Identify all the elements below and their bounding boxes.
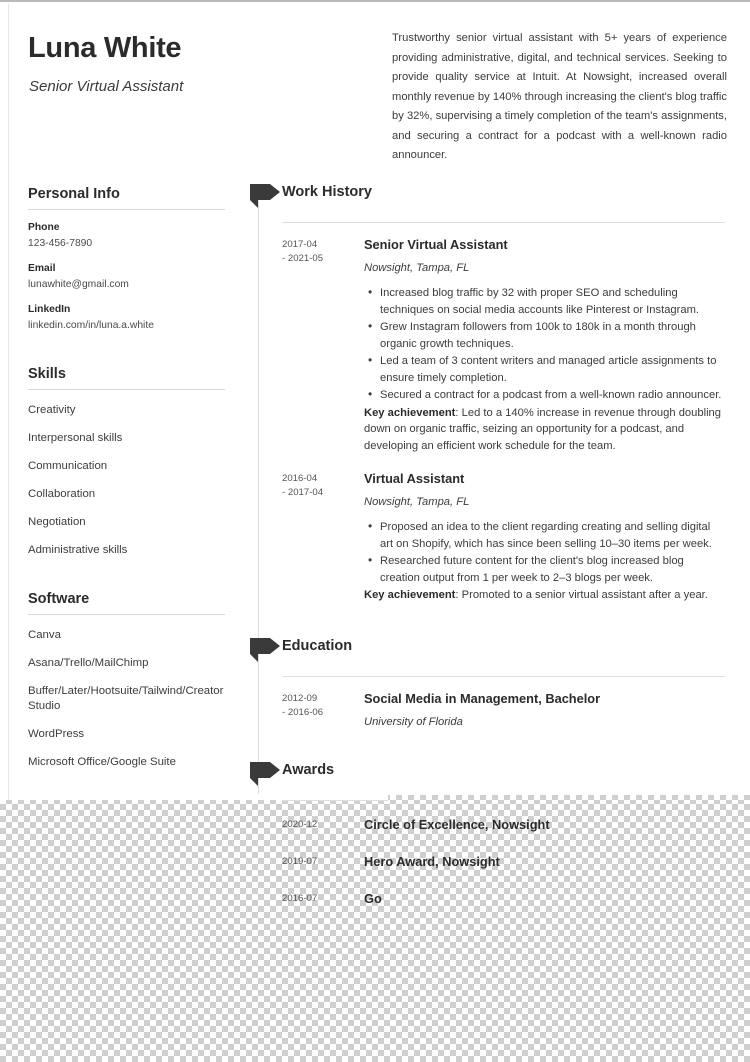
skill-item: Communication <box>28 460 108 472</box>
page-corner-clip <box>388 795 750 804</box>
bullet-item: • Increased blog traffic by 32 with proper SEO and scheduling techniques on social media accounts like Pinterest or Instagram. <box>380 285 724 318</box>
award-name: Go <box>364 890 382 906</box>
contact-value: 123-456-7890 <box>28 238 93 249</box>
bullet-item: • Led a team of 3 content writers and managed article assignments to ensure timely completion. <box>380 353 724 386</box>
section-divider <box>282 222 725 223</box>
sidebar <box>0 172 250 778</box>
section-software <box>0 577 250 770</box>
key-achievement <box>364 587 724 604</box>
key-achievement <box>364 405 724 455</box>
contact-label: Email <box>28 263 56 274</box>
awards-heading: Awards <box>282 761 335 778</box>
candidate-job-title: Senior Virtual Assistant <box>29 78 184 95</box>
award-row <box>250 816 750 836</box>
entry-subtitle: University of Florida <box>364 715 463 728</box>
entry-bullets <box>364 285 724 404</box>
resume-header <box>0 2 750 172</box>
bullet-item: • Secured a contract for a podcast from a well-known radio announcer. <box>380 387 724 404</box>
date-end: - 2017-04 <box>282 487 324 498</box>
key-achievement-text: : Led to a 140% increase in revenue through doubling down on organic traffic, seizing an opportunity for a podcast, and developing an efficient work schedule for the team. <box>364 406 722 452</box>
section-personal-info <box>0 172 250 333</box>
flag-marker-icon <box>250 184 280 208</box>
contact-email <box>28 262 228 292</box>
section-work-history <box>250 172 750 604</box>
contact-value[interactable]: lunawhite@gmail.com <box>28 279 129 290</box>
section-awards <box>250 750 750 910</box>
date-start: 2012-09 <box>282 692 318 704</box>
key-achievement-text: : Promoted to a senior virtual assistant after a year. <box>455 589 708 601</box>
contact-label: LinkedIn <box>28 304 71 315</box>
skill-item: Negotiation <box>28 516 86 528</box>
entry-title: Social Media in Management, Bachelor <box>364 690 601 706</box>
award-name: Hero Award, Nowsight <box>364 853 500 869</box>
work-entry <box>250 236 750 454</box>
flag-marker-icon <box>250 638 280 662</box>
education-entry <box>250 690 750 730</box>
bullet-item: • Grew Instagram followers from 100k to 180k in a month through organic growth techniques. <box>380 319 724 352</box>
award-date: 2020-12 <box>282 818 318 830</box>
entry-dates <box>282 692 352 720</box>
professional-summary: Trustworthy senior virtual assistant with 5+ years of experience providing administrative, digital, and technical services. Seeking to provide quality service at Intuit. At Nowsight, increased overall monthly revenue by 140% through increasing the client's blog traffic by 32%, supervising a timely completion of the team's assignments, and securing a contract for a podcast with a well-known radio announcer. <box>392 32 727 161</box>
personal-info-heading: Personal Info <box>28 186 120 202</box>
contact-phone <box>28 221 228 251</box>
entry-dates <box>282 238 352 266</box>
contact-label: Phone <box>28 222 60 233</box>
skill-item: Creativity <box>28 404 76 416</box>
entry-dates <box>282 472 352 500</box>
contact-linkedin <box>28 303 228 333</box>
skill-item: Interpersonal skills <box>28 432 123 444</box>
candidate-name: Luna White <box>28 32 182 64</box>
section-divider <box>282 676 725 677</box>
date-start: 2017-04 <box>282 239 318 250</box>
education-heading: Education <box>282 637 353 654</box>
section-skills <box>0 352 250 558</box>
software-item: Canva <box>28 629 61 641</box>
key-achievement-label: Key achievement <box>364 589 456 601</box>
date-start: 2016-04 <box>282 473 318 484</box>
key-achievement-label: Key achievement <box>364 406 456 419</box>
award-row-clipped <box>250 890 750 910</box>
flag-marker-icon <box>250 762 280 786</box>
award-row <box>250 853 750 873</box>
award-date: 2016-07 <box>282 892 318 904</box>
award-name: Circle of Excellence, Nowsight <box>364 816 550 832</box>
bullet-item: • Proposed an idea to the client regarding creating and selling digital art on Shopify, which has since been selling 10–30 items per week. <box>380 519 724 552</box>
entry-subtitle: Nowsight, Tampa, FL <box>364 262 470 274</box>
contact-value[interactable]: linkedin.com/in/luna.a.white <box>28 320 154 331</box>
software-heading: Software <box>28 591 90 607</box>
software-item: Asana/Trello/MailChimp <box>28 657 149 669</box>
software-item: WordPress <box>28 728 85 740</box>
skill-item: Administrative skills <box>28 544 128 556</box>
software-item: Microsoft Office/Google Suite <box>28 756 176 768</box>
entry-title: Senior Virtual Assistant <box>364 237 508 252</box>
entry-title: Virtual Assistant <box>364 471 465 486</box>
software-item: Buffer/Later/Hootsuite/Tailwind/Creator Studio <box>28 685 224 712</box>
work-history-heading: Work History <box>282 184 372 200</box>
section-education <box>250 626 750 730</box>
bullet-item: • Researched future content for the client's blog increased blog creation output from 1 per week to 2–3 blogs per week. <box>380 553 724 586</box>
skill-item: Collaboration <box>28 488 96 500</box>
entry-bullets <box>364 519 724 586</box>
entry-subtitle: Nowsight, Tampa, FL <box>364 496 470 508</box>
skills-heading: Skills <box>28 366 66 382</box>
date-end: - 2021-05 <box>282 253 324 264</box>
work-entry <box>250 470 750 604</box>
section-divider <box>28 209 225 210</box>
date-end: - 2016-06 <box>282 706 324 718</box>
award-date: 2019-07 <box>282 855 318 867</box>
